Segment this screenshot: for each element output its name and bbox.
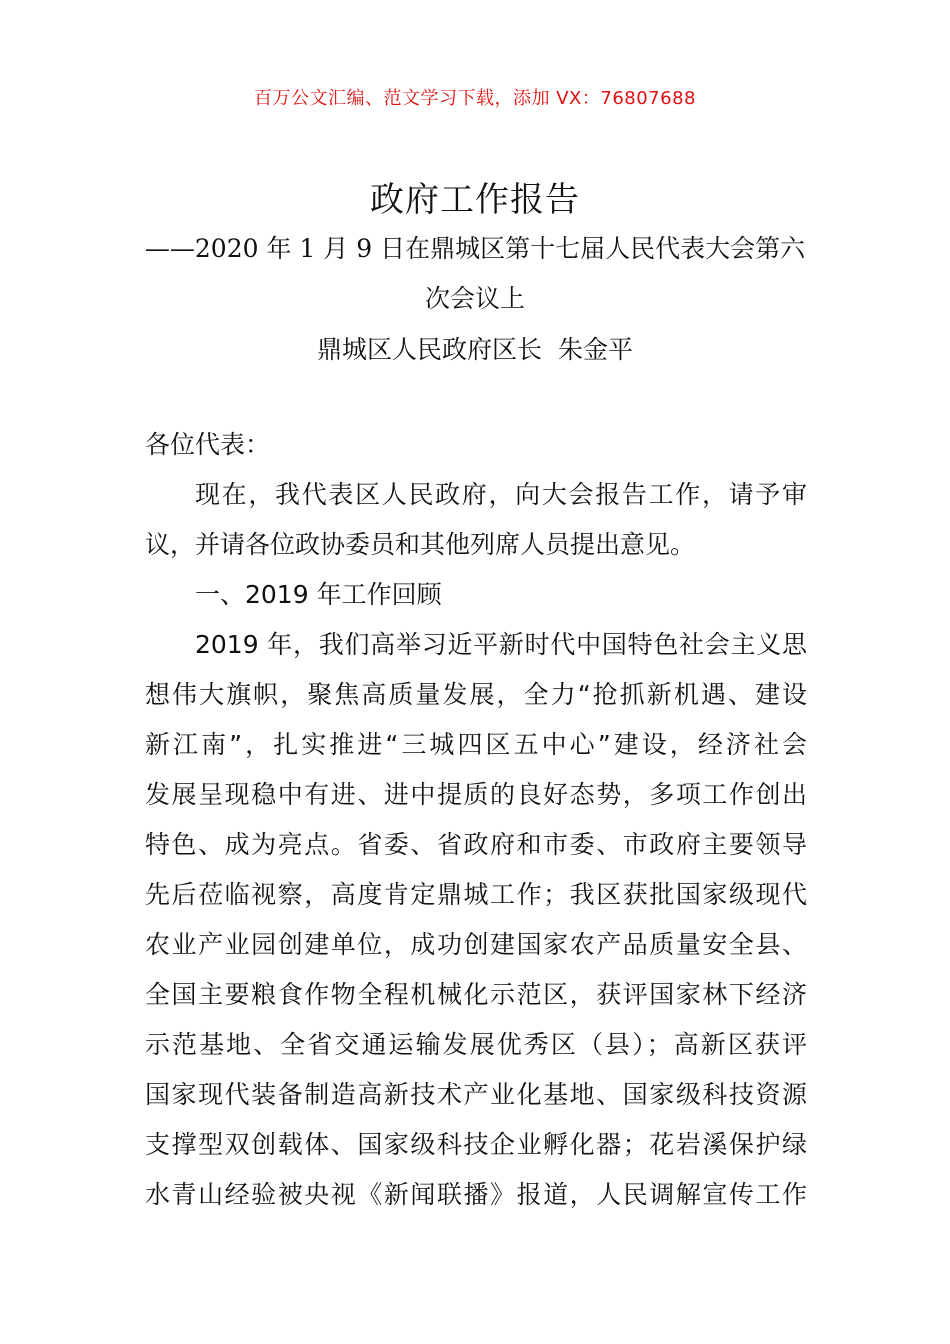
paragraph-line: 水青山经验被央视《新闻联播》报道，人民调解宣传工作: [145, 1180, 807, 1209]
paragraph-line: 议，并请各位政协委员和其他列席人员提出意见。: [145, 530, 696, 559]
greeting: [145, 420, 807, 470]
author-line: 鼎城区人民政府区长 朱金平: [317, 335, 633, 364]
paragraph-line: 农业产业园创建单位，成功创建国家农产品质量安全县、: [145, 930, 807, 959]
paragraph-line: 现在，我代表区人民政府，向大会报告工作，请予审: [195, 480, 807, 509]
paragraph-line: 国家现代装备制造高新技术产业化基地、国家级科技资源: [145, 1080, 807, 1109]
paragraph-line: 2019 年，我们高举习近平新时代中国特色社会主义思: [195, 630, 807, 659]
greeting-text: 各位代表：: [145, 430, 271, 459]
subtitle-line-2: 次会议上: [424, 284, 525, 313]
paragraph-line: 支撑型双创载体、国家级科技企业孵化器；花岩溪保护绿: [145, 1130, 807, 1159]
paragraph-line: 新江南”，扎实推进“三城四区五中心”建设，经济社会: [145, 730, 807, 759]
section-heading: [145, 570, 807, 620]
document-title: 政府工作报告: [370, 180, 580, 220]
paragraph-1: [145, 470, 807, 570]
paragraph-line: 发展呈现稳中有进、进中提质的良好态势，多项工作创出: [145, 780, 807, 809]
paragraph-line: 全国主要粮食作物全程机械化示范区，获评国家林下经济: [145, 980, 807, 1009]
paragraph-2: [145, 620, 807, 1220]
paragraph-line: 先后莅临视察，高度肯定鼎城工作；我区获批国家级现代: [145, 880, 807, 909]
paragraph-line: 想伟大旗帜，聚焦高质量发展，全力“抢抓新机遇、建设: [145, 680, 807, 709]
section-heading-text: 一、2019 年工作回顾: [195, 580, 442, 609]
paragraph-line: 示范基地、全省交通运输发展优秀区（县）；高新区获评: [145, 1030, 807, 1059]
paragraph-line: 特色、成为亮点。省委、省政府和市委、市政府主要领导: [145, 830, 807, 859]
watermark-banner: 百万公文汇编、范文学习下载，添加 VX：76807688: [254, 88, 696, 109]
subtitle-line-1: ——2020 年 1 月 9 日在鼎城区第十七届人民代表大会第六: [144, 234, 806, 263]
